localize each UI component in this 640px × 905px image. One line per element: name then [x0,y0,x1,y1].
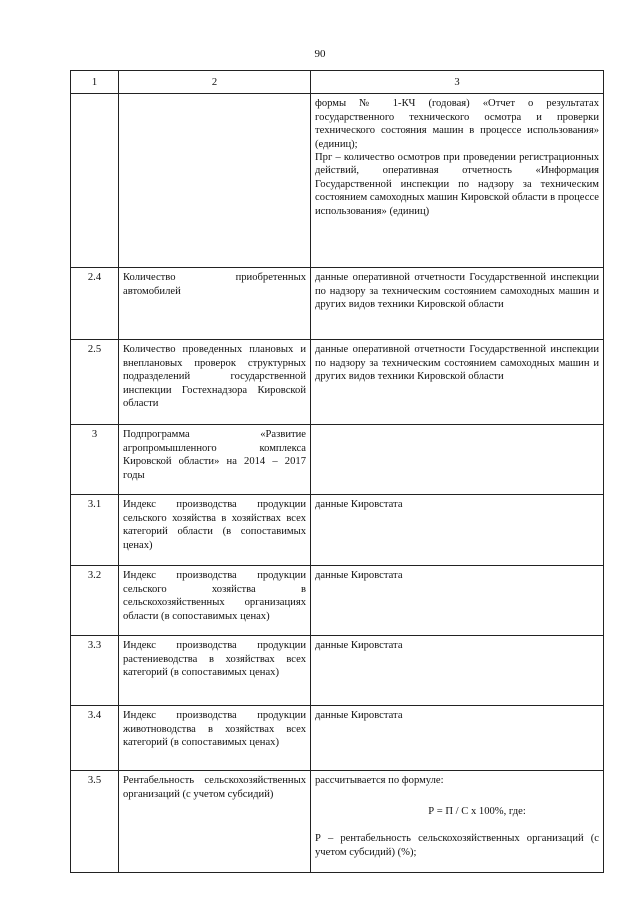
page-number: 90 [314,48,326,60]
table-row [71,94,604,268]
method-paragraph: Р – рентабельность сельскохозяйственных организаций (с учетом субсидий) (%); [315,833,599,858]
indicator-method [311,636,604,706]
method-paragraph: данные Кировстата [315,570,403,582]
indicator-name: Рентабельность сельскохозяйственных организаций (с учетом субсидий) [119,771,311,873]
table-row [71,425,604,495]
indicators-table [70,70,604,873]
indicator-method [311,566,604,636]
method-paragraph: данные оперативной отчетности Государственной инспекции по надзору за техническим состоянием самоходных машин и других видов техники Кировской области [315,272,599,311]
method-paragraph: формы № 1-КЧ (годовая) «Отчет о результатах государственного технического осмотра и проверки технического состояния машин в процессе использования» (единиц); [315,98,599,150]
table-row [71,636,604,706]
table-header-row [71,71,604,94]
indicator-method [311,340,604,425]
indicator-name [119,94,311,268]
table-row [71,268,604,340]
row-number: 3.3 [71,636,119,706]
row-number: 2.4 [71,268,119,340]
indicator-name: Индекс производства продукции сельского хозяйства в сельскохозяйственных организациях области (в сопоставимых ценах) [119,566,311,636]
indicator-method [311,425,604,495]
indicator-name: Подпрограмма «Развитие агропромышленного комплекса Кировской области» на 2014 – 2017 годы [119,425,311,495]
column-header: 2 [119,71,311,94]
row-number: 3.2 [71,566,119,636]
table-row [71,566,604,636]
row-number: 3.4 [71,706,119,771]
indicator-method [311,268,604,340]
indicator-method [311,94,604,268]
row-number: 2.5 [71,340,119,425]
column-header: 1 [71,71,119,94]
indicator-name: Количество приобретенных автомобилей [119,268,311,340]
table-row [71,771,604,873]
indicator-name: Количество проведенных плановых и внеплановых проверок структурных подразделений государственной инспекции Гостехнадзора Кировской области [119,340,311,425]
method-paragraph: рассчитывается по формуле: [315,775,444,787]
indicator-method [311,495,604,566]
formula: Р = П / С х 100%, где: [428,805,526,817]
table-row [71,340,604,425]
method-paragraph: данные Кировстата [315,710,403,722]
indicator-name: Индекс производства продукции сельского хозяйства в хозяйствах всех категорий области (в сопоставимых ценах) [119,495,311,566]
row-number: 3 [71,425,119,495]
row-number [71,94,119,268]
table-row [71,706,604,771]
column-header: 3 [311,71,604,94]
indicator-method [311,771,604,873]
table-row [71,495,604,566]
method-paragraph: Прг – количество осмотров при проведении регистрационных действий, оперативная отчетность «Информация Государственной инспекции по надзору за техническим состоянием самоходных машин Кировской области в процессе использования» (единиц) [315,152,599,217]
method-paragraph: данные оперативной отчетности Государственной инспекции по надзору за техническим состоянием самоходных машин и других видов техники Кировской области [315,344,599,383]
row-number: 3.5 [71,771,119,873]
indicator-name: Индекс производства продукции растениеводства в хозяйствах всех категорий (в сопоставимых ценах) [119,636,311,706]
method-paragraph: данные Кировстата [315,640,403,652]
method-paragraph: данные Кировстата [315,499,403,511]
indicator-method [311,706,604,771]
indicator-name: Индекс производства продукции животноводства в хозяйствах всех категорий (в сопоставимых ценах) [119,706,311,771]
row-number: 3.1 [71,495,119,566]
